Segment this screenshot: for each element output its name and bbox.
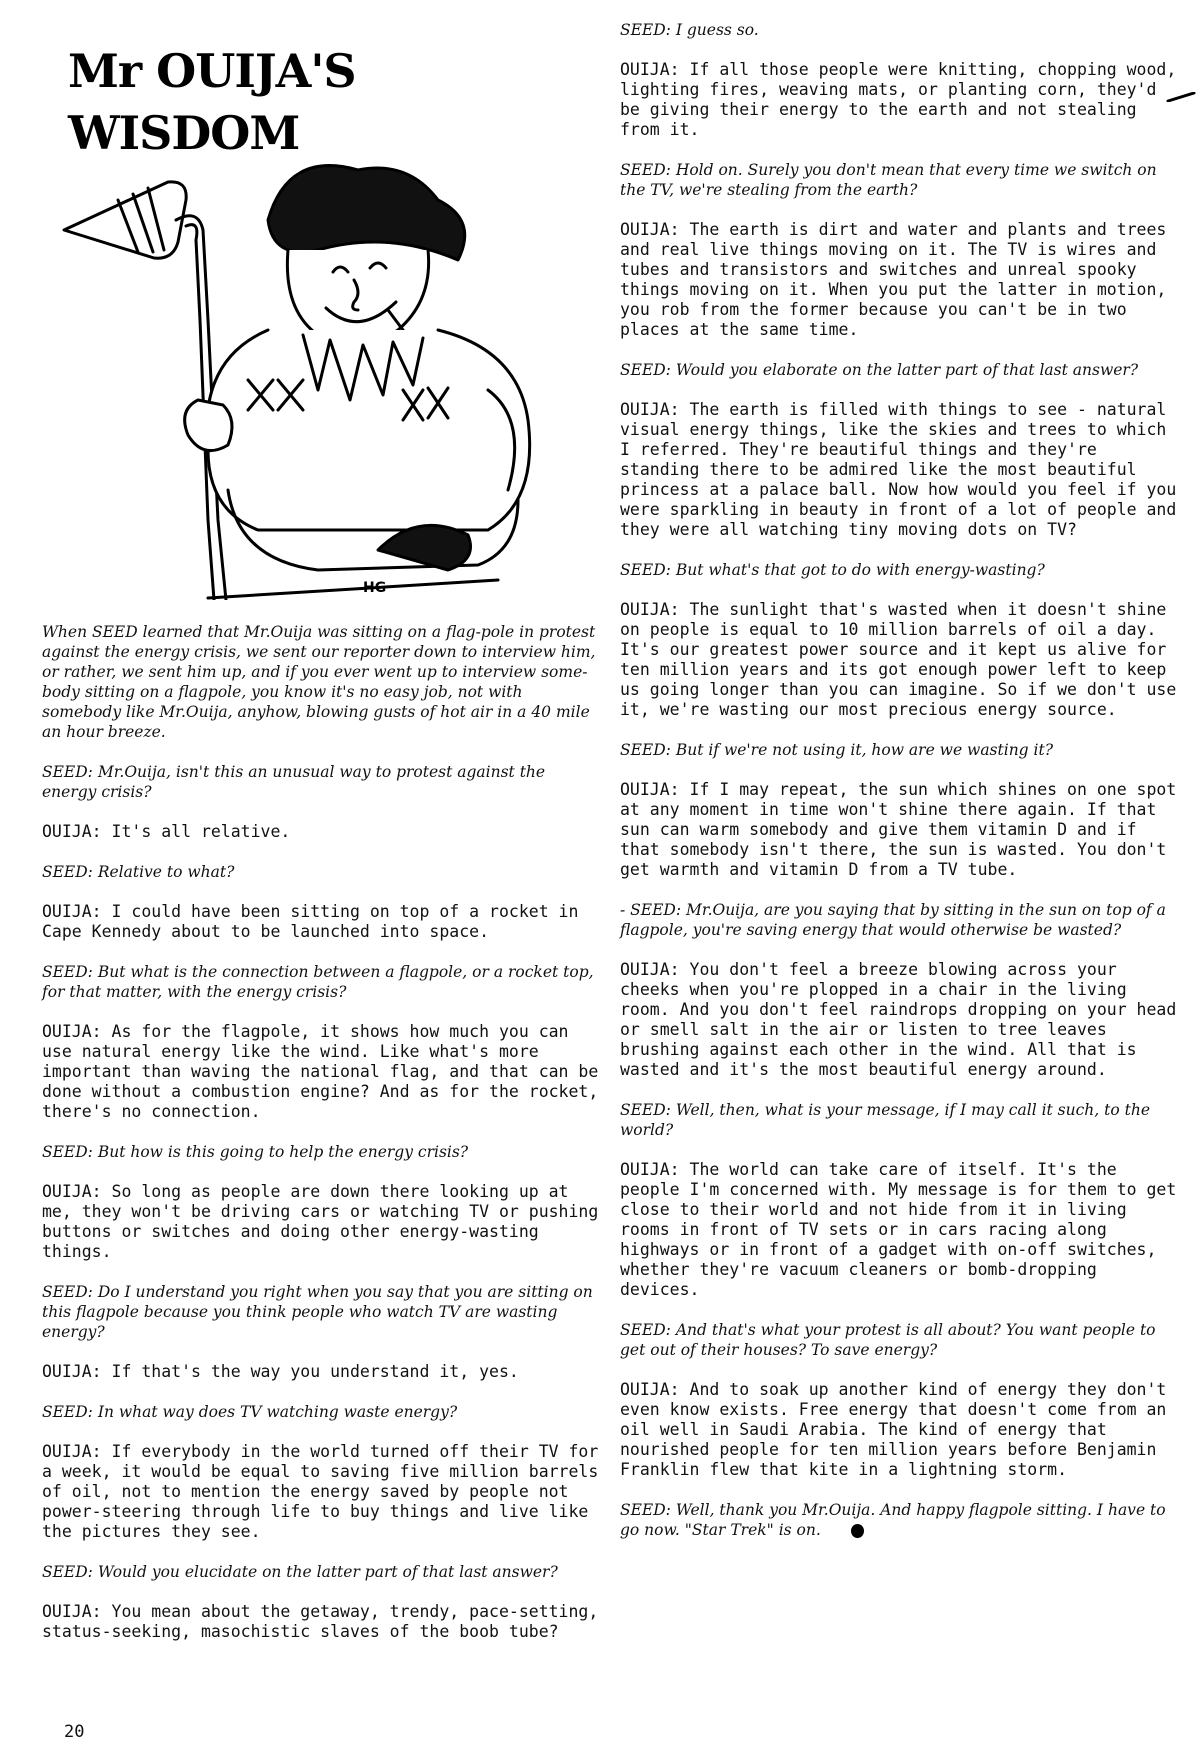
illustrator-signature: HG [363,580,387,596]
final-dialogue-line [620,1500,1180,1540]
dialogue-line: OUIJA: The earth is filled with things to see - natural visual energy things, like the skies and trees to which I referred. They're beautiful things and they're standing there to be admired like the most beautiful princess at a palace ball. Now how would you feel if you were sparkling in beauty in front of a lot of people and they were all watching tiny moving dots on TV? [620,400,1177,539]
title-line-2: WISDOM [68,106,300,160]
page-number: 20 [64,1722,85,1742]
dialogue-line: OUIJA: So long as people are down there looking up at me, they won't be driving cars or watching TV or pushing buttons or switches and doing other energy-wasting things. [42,1182,599,1261]
dialogue-line: SEED: But how is this going to help the energy crisis? [42,1143,469,1161]
dialogue-line: OUIJA: The earth is dirt and water and plants and trees and real live things moving on it. The TV is wires and tubes and transistors and switches and unreal spooky things moving on it. When you put the latter in motion, you rob from the former because you can't be in two places at the same time. [620,220,1167,339]
dialogue-line: OUIJA: As for the flagpole, it shows how much you can use natural energy like the wind. Like what's more important than waving the national flag, and that can be done without a combustion engine? And as for the rocket, there's no connection. [42,1022,599,1121]
dialogue-line: OUIJA: You don't feel a breeze blowing across your cheeks when you're plopped in a chair in the living room. And you don't feel raindrops dropping on your head or smell salt in the air or listen to tree leaves brushing against each other in the wind. All that is wasted and it's the most beautiful energy around. [620,960,1177,1079]
title-line-1: Mr OUIJA'S [68,44,356,98]
left-column [42,622,602,1662]
dialogue-line: OUIJA: I could have been sitting on top of a rocket in Cape Kennedy about to be launched into space. [42,902,579,941]
dialogue-line: OUIJA: If I may repeat, the sun which shines on one spot at any moment in time won't shine there again. If that sun can warm somebody and give them vitamin D and if that somebody isn't there, the sun is wasted. You don't get warmth and vitamin D from a TV tube. [620,780,1177,879]
dialogue-line: OUIJA: The sunlight that's wasted when it doesn't shine on people is equal to 10 million barrels of oil a day. It's our greatest power source and it kept us alive for ten million years and its got enough power left to keep us going longer than you can imagine. So if we don't use it, we're wasting our most precious energy source. [620,600,1177,719]
dialogue-line: SEED: Do I understand you right when you say that you are sitting on this flagpole because you think people who watch TV are wasting energy? [42,1283,593,1341]
dialogue-line: OUIJA: The world can take care of itself. It's the people I'm concerned with. My message is for them to get close to their world and not hide from it in living rooms in front of TV sets or in cars racing along highways or in front of a gadget with on-off switches, whether they're vacuum cleaners or bomb-dropping devices. [620,1160,1177,1299]
dialogue-line: SEED: But what's that got to do with energy-wasting? [620,561,1045,579]
dialogue-line: OUIJA: It's all relative. [42,822,291,841]
dialogue-line: SEED: Hold on. Surely you don't mean that every time we switch on the TV, we're stealing from the earth? [620,161,1157,199]
dialogue-line: SEED: I guess so. [620,21,759,39]
article-title [68,40,398,164]
dialogue-line: SEED: And that's what your protest is all about? You want people to get out of their houses? To save energy? [620,1321,1156,1359]
margin-pen-mark-icon [1166,92,1196,102]
dialogue-line: - SEED: Mr.Ouija, are you saying that by sitting in the sun on top of a flagpole, you're saving energy that would otherwise be wasted? [620,901,1166,939]
dialogue-line: OUIJA: You mean about the getaway, trendy, pace-setting, status-seeking, masochistic slaves of the boob tube? [42,1602,599,1641]
dialogue-line: SEED: Would you elucidate on the latter part of that last answer? [42,1563,558,1581]
right-column [620,20,1180,1560]
dialogue-line: SEED: In what way does TV watching waste energy? [42,1403,458,1421]
dialogue-line: OUIJA: If all those people were knitting, chopping wood, lighting fires, weaving mats, or planting corn, they'd be giving their energy to the earth and not stealing from it. [620,60,1177,139]
dialogue-line: OUIJA: If everybody in the world turned off their TV for a week, it would be equal to saving five million barrels of oil, not to mention the energy saved by people not power-steering through life to buy things and live like the pictures they see. [42,1442,599,1541]
dialogue-line: OUIJA: And to soak up another kind of energy they don't even know exists. Free energy that doesn't come from an oil well in Saudi Arabia. The kind of energy that nourished people for ten million years before Benjamin Franklin flew that kite in a lightning storm. [620,1380,1167,1479]
dialogue-line: SEED: But what is the connection between a flagpole, or a rocket top, for that matter, with the energy crisis? [42,963,594,1001]
intro-paragraph: When SEED learned that Mr.Ouija was sitting on a flag-pole in protest against the energy crisis, we sent our reporter down to interview him, or rather, we sent him up, and if you ever went up to interview some-body sitting on a flagpole, you know it's no easy job, not with somebody like Mr.Ouija, anyhow, blowing gusts of hot air in a 40 mile an hour breeze. [42,623,596,741]
mr-ouija-illustration [58,160,598,600]
dialogue-line: SEED: Well, then, what is your message, if I may call it such, to the world? [620,1101,1151,1139]
end-mark-icon [851,1524,864,1538]
dialogue-line: SEED: But if we're not using it, how are we wasting it? [620,741,1054,759]
dialogue-line: SEED: Would you elaborate on the latter part of that last answer? [620,361,1139,379]
dialogue-line: SEED: Relative to what? [42,863,235,881]
dialogue-line: OUIJA: If that's the way you understand it, yes. [42,1362,519,1381]
dialogue-line: SEED: Mr.Ouija, isn't this an unusual way to protest against the energy crisis? [42,763,546,801]
final-dialogue-text: SEED: Well, thank you Mr.Ouija. And happy flagpole sitting. I have to go now. "Star Trek" is on. [620,1501,1166,1539]
